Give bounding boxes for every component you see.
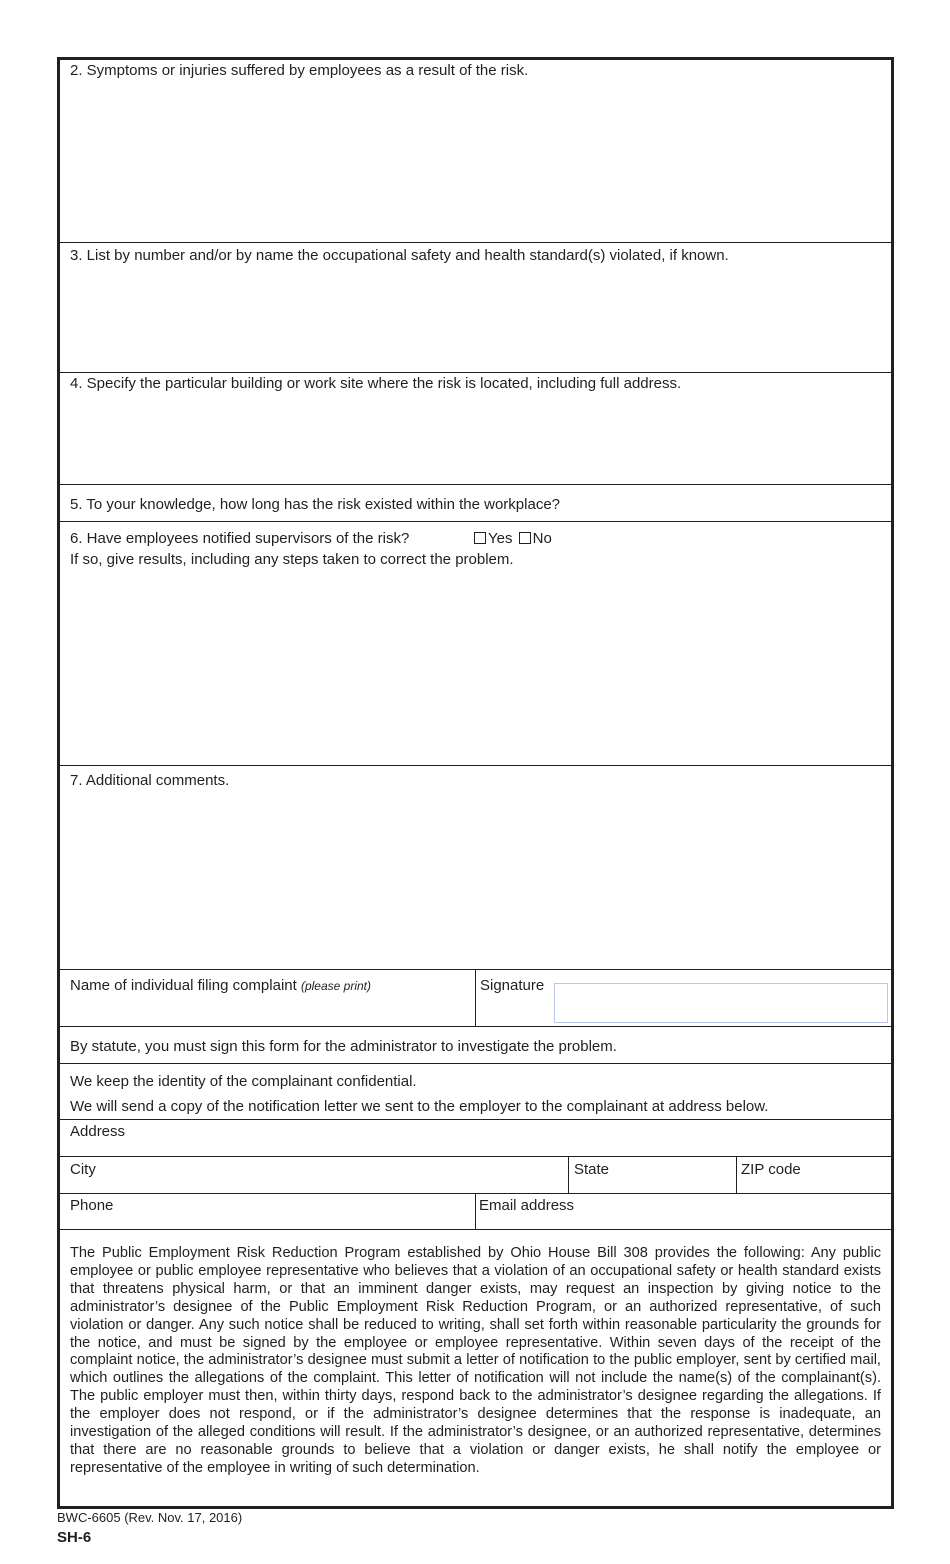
signature-label: Signature — [480, 977, 545, 994]
divider — [475, 969, 476, 1026]
question-5-label: 5. To your knowledge, how long has the risk existed within the workplace? — [70, 496, 560, 513]
divider — [60, 1119, 891, 1120]
email-label: Email address — [479, 1197, 575, 1214]
divider — [60, 242, 891, 243]
name-label: Name of individual filing complaint (please print) — [70, 977, 371, 994]
complaint-form — [57, 57, 894, 1509]
statute-note: By statute, you must sign this form for the administrator to investigate the problem. — [70, 1038, 617, 1055]
form-code: SH-6 — [57, 1529, 92, 1546]
question-2-label: 2. Symptoms or injuries suffered by employees as a result of the risk. — [70, 62, 529, 79]
divider — [60, 521, 891, 522]
divider — [60, 1026, 891, 1027]
yes-checkbox[interactable] — [474, 532, 486, 544]
copy-note: We will send a copy of the notification letter we sent to the employer to the complainant at address below. — [70, 1098, 769, 1115]
question-4-label: 4. Specify the particular building or work site where the risk is located, including full address. — [70, 375, 682, 392]
state-label: State — [574, 1161, 610, 1178]
program-description: The Public Employment Risk Reduction Program established by Ohio House Bill 308 provides the following: Any public employee or public employee representative who believes that a violation of an occupational safety or health standard exists that threatens physical harm, or that an imminent danger exists, may request an inspection by giving notice to the administrator’s designee of the Public Employment Risk Reduction Program, or an authorized representative, of such violation or danger. Any such notice shall be reduced to writing, shall set forth within reasonable particularity the grounds for the notice, and must be signed by the employee or employee representative. Within seven days of the receipt of the complaint notice, the administrator’s designee must submit a letter of notification to the public employer, sent by certified mail, which outlines the allegations of the complaint. This letter of notification will not include the name(s) of the complainant(s). The public employer must then, within thirty days, respond back to the administrator’s designee regarding the allegations. If the employer does not respond, or if the administrator’s designee determines that the response is inadequate, an investigation of the alleged conditions will result. If the administrator’s designee, or an authorized representative, determines that there are no reasonable grounds to believe that a violation or danger exists, he shall notify the employee or representative of the employee in writing of such determination. — [70, 1245, 881, 1476]
phone-label: Phone — [70, 1197, 114, 1214]
no-label: No — [532, 530, 552, 547]
zip-label: ZIP code — [741, 1161, 801, 1178]
yes-label: Yes — [488, 530, 513, 547]
divider — [60, 1229, 891, 1230]
question-6-followup: If so, give results, including any steps taken to correct the problem. — [70, 551, 514, 568]
address-label: Address — [70, 1123, 126, 1140]
question-7-label: 7. Additional comments. — [70, 772, 230, 789]
confidential-note: We keep the identity of the complainant confidential. — [70, 1073, 417, 1090]
divider — [60, 372, 891, 373]
city-label: City — [70, 1161, 96, 1178]
divider — [736, 1156, 737, 1193]
divider — [60, 1156, 891, 1157]
divider — [568, 1156, 569, 1193]
divider — [60, 765, 891, 766]
divider — [475, 1193, 476, 1229]
question-3-label: 3. List by number and/or by name the occupational safety and health standard(s) violated, if known. — [70, 247, 729, 264]
signature-field[interactable] — [554, 983, 888, 1023]
yes-no-checkboxes — [474, 530, 552, 548]
divider — [60, 484, 891, 485]
form-number: BWC-6605 (Rev. Nov. 17, 2016) — [57, 1510, 243, 1525]
divider — [60, 1063, 891, 1064]
question-6-label: 6. Have employees notified supervisors of the risk? — [70, 530, 410, 547]
no-checkbox[interactable] — [519, 532, 531, 544]
name-hint: (please print) — [300, 979, 371, 993]
